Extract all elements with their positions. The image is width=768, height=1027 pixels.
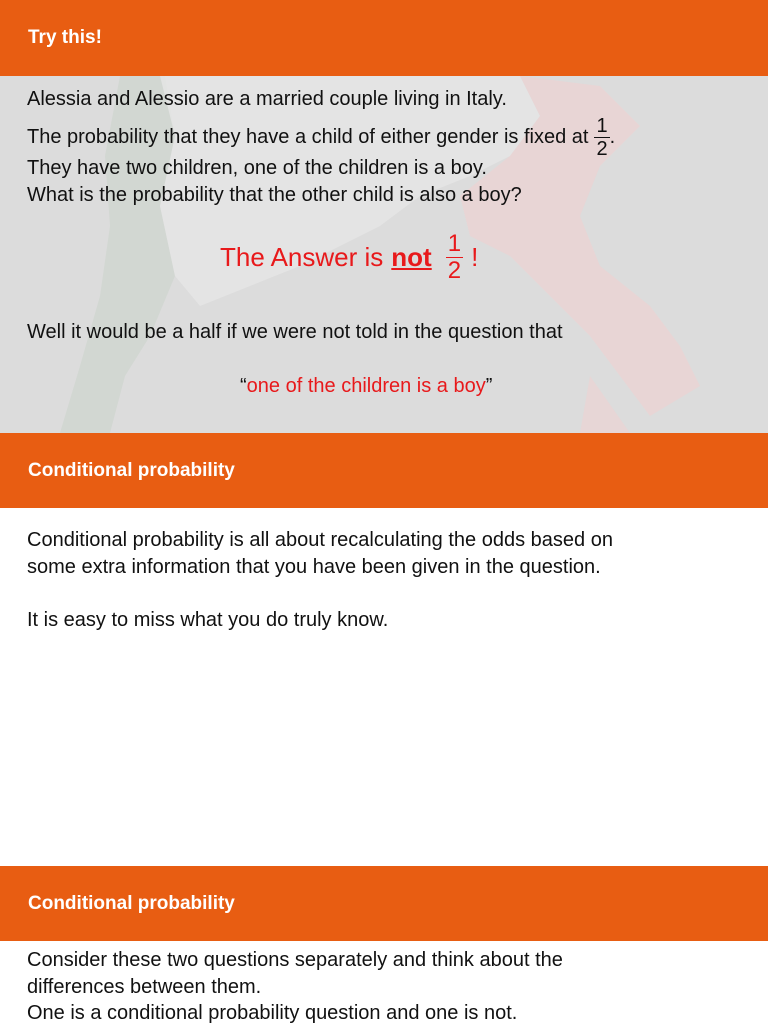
slide-header-conditional-probability-2 [0, 866, 768, 941]
fraction-numerator: 1 [596, 115, 608, 137]
half-explanation-line: Well it would be a half if we were not told in the question that [27, 321, 563, 343]
period: . [609, 126, 616, 148]
consider-line-1: Consider these two questions separately and think about the [27, 949, 563, 971]
answer-fraction-numerator: 1 [447, 230, 462, 257]
header-title: Try this! [28, 27, 102, 48]
header-title: Conditional probability [28, 459, 235, 481]
intro-line: Alessia and Alessio are a married couple living in Italy. [27, 88, 507, 110]
answer-prefix: The Answer is [220, 242, 384, 272]
probability-line-text: The probability that they have a child of either gender is fixed at [27, 126, 589, 148]
slide-header-try-this [0, 0, 768, 76]
answer-not-emphasis: not [391, 242, 432, 272]
answer-fraction-denominator: 2 [447, 257, 462, 284]
definition-line-2: some extra information that you have been given in the question. [27, 556, 601, 578]
fraction-denominator: 2 [596, 138, 608, 160]
consider-line-3: One is a conditional probability question and one is not. [27, 1002, 518, 1024]
quoted-condition [240, 375, 492, 398]
missing-knowledge-line: It is easy to miss what you do truly know. [27, 609, 389, 631]
condition-text: one of the children is a boy [246, 375, 486, 397]
slide-try-this [0, 76, 768, 433]
definition-line-1: Conditional probability is all about recalculating the odds based on [27, 529, 613, 551]
consider-line-2: differences between them. [27, 976, 262, 998]
slide-header-conditional-probability [0, 433, 768, 508]
answer-fraction [446, 232, 463, 283]
probability-line [27, 116, 615, 159]
question-line: What is the probability that the other child is also a boy? [27, 184, 522, 206]
answer-statement [220, 232, 478, 283]
header-title: Conditional probability [28, 892, 235, 914]
open-quote: “ [240, 375, 247, 397]
answer-exclamation: ! [471, 242, 479, 272]
close-quote: ” [485, 375, 493, 397]
children-line: They have two children, one of the children is a boy. [27, 157, 487, 179]
one-half-fraction [594, 116, 609, 159]
